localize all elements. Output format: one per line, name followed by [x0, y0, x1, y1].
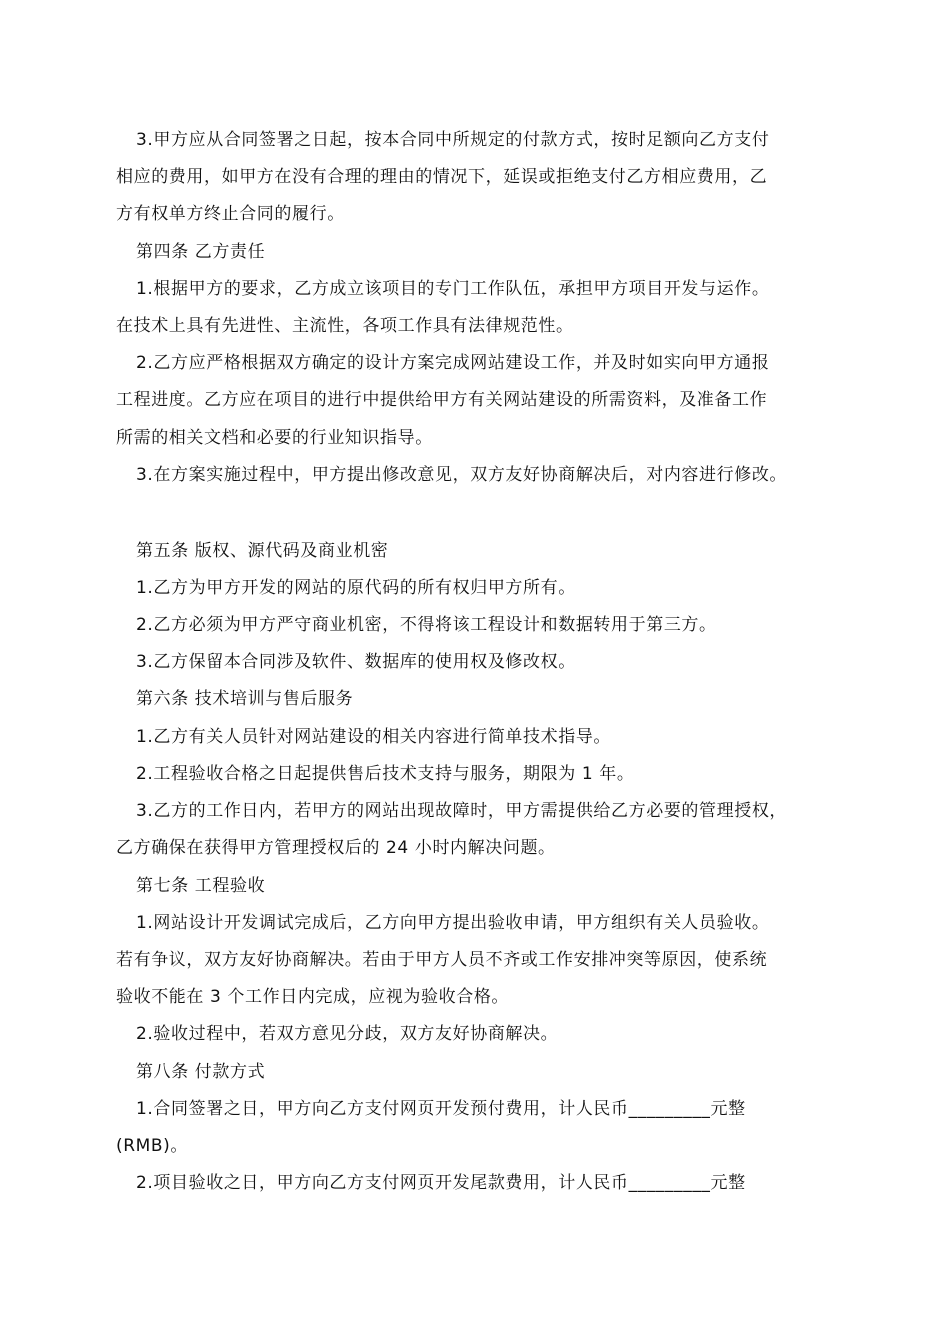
section-heading: 第五条 版权、源代码及商业机密	[136, 541, 389, 561]
para-line: 3.乙方的工作日内，若甲方的网站出现故障时，甲方需提供给乙方必要的管理授权，	[136, 801, 788, 821]
para-line: 1.合同签署之日，甲方向乙方支付网页开发预付费用，计人民币_________元整	[136, 1099, 746, 1119]
para-line: 1.网站设计开发调试完成后，乙方向甲方提出验收申请，甲方组织有关人员验收。	[136, 913, 770, 933]
para-line: 相应的费用，如甲方在没有合理的理由的情况下，延误或拒绝支付乙方相应费用，乙	[116, 167, 768, 187]
section-heading: 第六条 技术培训与售后服务	[136, 689, 354, 709]
para-line: 2.乙方必须为甲方严守商业机密，不得将该工程设计和数据转用于第三方。	[136, 615, 717, 635]
para-line: 1.乙方为甲方开发的网站的原代码的所有权归甲方所有。	[136, 578, 576, 598]
para-line: 1.乙方有关人员针对网站建设的相关内容进行简单技术指导。	[136, 727, 612, 747]
para-line: 乙方确保在获得甲方管理授权后的 24 小时内解决问题。	[116, 838, 556, 858]
para-line: 方有权单方终止合同的履行。	[116, 204, 345, 224]
para-line: 3.甲方应从合同签署之日起，按本合同中所规定的付款方式，按时足额向乙方支付	[136, 130, 770, 150]
para-line: 1.根据甲方的要求，乙方成立该项目的专门工作队伍，承担甲方项目开发与运作。	[136, 279, 770, 299]
para-line: 3.在方案实施过程中，甲方提出修改意见，双方友好协商解决后，对内容进行修改。	[136, 465, 788, 485]
para-line: 验收不能在 3 个工作日内完成，应视为验收合格。	[116, 987, 510, 1007]
para-line: 2.乙方应严格根据双方确定的设计方案完成网站建设工作，并及时如实向甲方通报	[136, 353, 770, 373]
section-heading: 第四条 乙方责任	[136, 242, 266, 262]
para-line: 3.乙方保留本合同涉及软件、数据库的使用权及修改权。	[136, 652, 576, 672]
para-line: 若有争议，双方友好协商解决。若由于甲方人员不齐或工作安排冲突等原因，使系统	[116, 950, 768, 970]
para-line: 2.项目验收之日，甲方向乙方支付网页开发尾款费用，计人民币_________元整	[136, 1173, 746, 1193]
section-heading: 第八条 付款方式	[136, 1062, 266, 1082]
section-heading: 第七条 工程验收	[136, 876, 266, 896]
para-line: 2.工程验收合格之日起提供售后技术支持与服务，期限为 1 年。	[136, 764, 635, 784]
para-line: 工程进度。乙方应在项目的进行中提供给甲方有关网站建设的所需资料，及准备工作	[116, 390, 768, 410]
para-line: 所需的相关文档和必要的行业知识指导。	[116, 428, 433, 448]
para-line: (RMB)。	[116, 1136, 189, 1156]
para-line: 2.验收过程中，若双方意见分歧，双方友好协商解决。	[136, 1024, 559, 1044]
para-line: 在技术上具有先进性、主流性，各项工作具有法律规范性。	[116, 316, 574, 336]
